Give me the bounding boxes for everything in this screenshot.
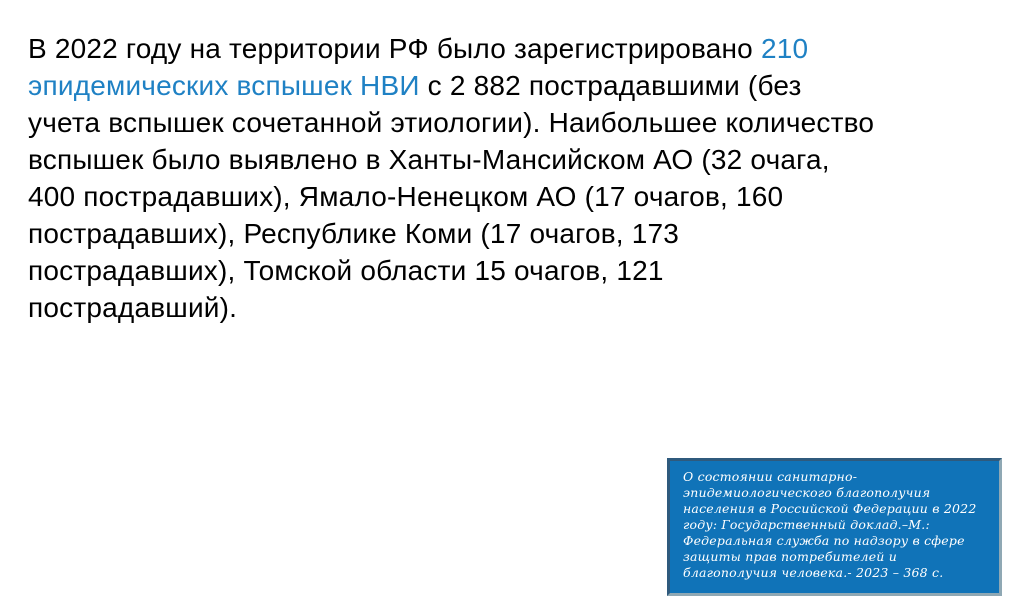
body-text xyxy=(28,30,876,326)
highlighted-link-text: 210 эпидемических вспышек НВИ xyxy=(28,33,809,101)
text-segment-before: В 2022 году на территории РФ было зарегистрировано xyxy=(28,33,761,64)
citation-box xyxy=(667,458,1002,596)
citation-text: О состоянии санитарно-эпидемиологического благополучия населения в Российской Федерации в 2022 году: Государственный доклад.–М.: Федеральная служба по надзору в сфере защиты прав потребителей и благополучия человека.- 2023 – 368 с. xyxy=(683,469,977,580)
text-segment-after: с 2 882 пострадавшими (без учета вспышек сочетанной этиологии). Наибольшее количество вспышек было выявлено в Ханты-Мансийском АО (32 очага, 400 пострадавших), Ямало-Ненецком АО (17 очагов, 160 пострадавших), Республике Коми (17 очагов, 173 пострадавших), Томской области 15 очагов, 121 пострадавший). xyxy=(28,70,875,323)
